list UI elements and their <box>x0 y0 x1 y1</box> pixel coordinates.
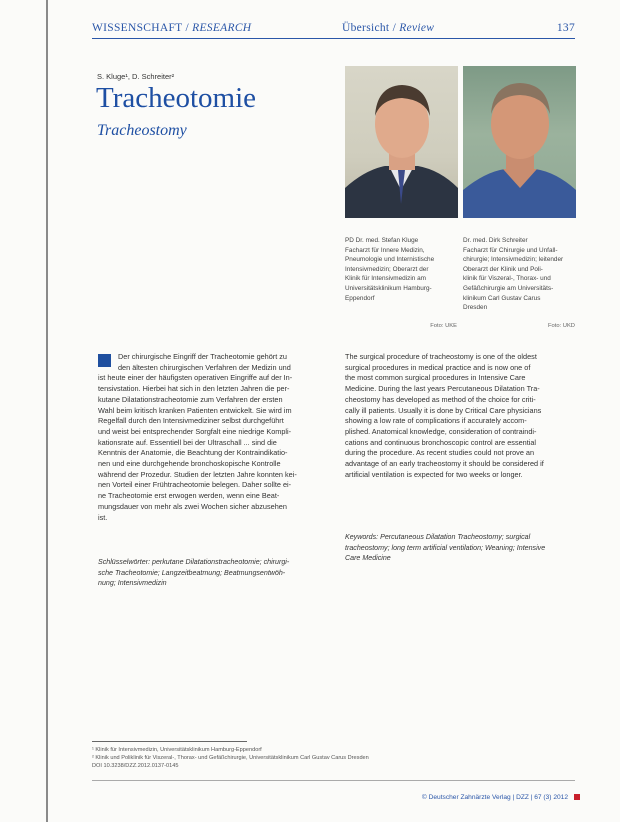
photo-credit: Foto: UKE <box>430 323 457 329</box>
abstract-line: Wahl beim kritisch kranken Patienten entwickelt. Sie wird im <box>98 405 292 415</box>
abstract-line: cheostomy has developed as method of the choice for criti- <box>345 394 536 404</box>
journal-citation: © Deutscher Zahnärzte Verlag | DZZ | 67 (3) 2012 <box>421 794 568 801</box>
journal-marker <box>574 794 580 800</box>
footnote-line: ¹ Klinik für Intensivmedizin, Universitätsklinikum Hamburg-Eppendorf <box>92 747 262 753</box>
author-bio-schreiter <box>463 236 577 329</box>
author-line: S. Kluge¹, D. Schreiter² <box>97 72 175 81</box>
header-rule <box>92 38 575 39</box>
keywords-line: tracheostomy; long term artificial ventilation; Weaning; Intensive <box>345 543 546 552</box>
abstract-english <box>345 352 571 480</box>
footer-rule <box>92 780 575 781</box>
abstract-line: den ältesten chirurgischen Verfahren der Medizin und <box>118 362 291 372</box>
bio-line: Facharzt für Chirurgie und Unfall- <box>463 246 558 254</box>
abstract-line: kationsrate auf. Essentiell bei der Ultraschall ... sind die <box>98 437 277 447</box>
bio-line: Klinik für Intensivmedizin am <box>345 275 426 283</box>
abstract-line: cations and continuous bronchoscopic control are essential <box>345 437 537 447</box>
abstract-line: plished. Anatomical knowledge, consideration of contraindi- <box>345 426 537 436</box>
section-label-italic: RESEARCH <box>192 22 252 34</box>
article-type-main: Übersicht / <box>342 22 400 34</box>
abstract-line: kutane Dilatationstracheotomie zum Verfahren der ersten <box>98 394 283 404</box>
bio-line: Gefäßchirurgie am Universitäts- <box>463 284 554 292</box>
keywords-line: nung; Intensivmedizin <box>98 579 167 587</box>
running-header <box>92 22 575 36</box>
author-bio-kluge <box>345 236 459 329</box>
author-photo-kluge <box>345 66 458 218</box>
article-title: Tracheotomie <box>96 82 257 114</box>
abstract-line: Regelfall durch den Intensivmediziner selbst durchgeführt <box>98 416 284 426</box>
author-photo-schreiter <box>463 66 576 218</box>
abstract-line: nen Vorteil einer Frühtracheotomie belegen. Daher sollte ei- <box>98 480 292 490</box>
abstract-line: nen und eine durchgehende bronchoskopische Kontrolle <box>98 459 281 469</box>
bio-line: Universitätsklinikum Hamburg- <box>345 284 432 292</box>
abstract-line: ist heute einer der häufigsten operativen Eingriffe auf der In- <box>98 373 293 383</box>
photo-credit: Foto: UKD <box>547 323 575 329</box>
page-margin-bar <box>46 0 48 822</box>
bio-line: Oberarzt der Klinik und Poli- <box>463 265 543 273</box>
bio-line: klinikum Carl Gustav Carus <box>463 294 541 302</box>
bio-line: Eppendorf <box>345 294 375 302</box>
bio-line: PD Dr. med. Stefan Kluge <box>345 237 419 244</box>
abstract-line: Kenntnis der Anatomie, die Beachtung der Kontraindikatio- <box>98 448 288 458</box>
footnote-rule <box>92 741 247 742</box>
abstract-line: The surgical procedure of tracheostomy is one of the oldest <box>345 352 537 361</box>
abstract-line: during the procedure. As recent studies could not prove an <box>345 448 535 458</box>
bio-line: Dresden <box>463 304 488 312</box>
bio-line: Dr. med. Dirk Schreiter <box>463 237 528 244</box>
abstract-line: showing a low rate of complications if accurately accom- <box>345 416 527 426</box>
keywords-line: Schlüsselwörter: perkutane Dilatationstracheotomie; chirurgi- <box>98 558 290 566</box>
abstract-line: während der Prozedur. Studien der letzten Jahre konnten kei- <box>98 469 297 479</box>
abstract-line: und weist bei entsprechender Sorgfalt eine niedrige Kompli- <box>98 426 292 436</box>
article-type-italic: Review <box>399 22 435 34</box>
section-label-main: WISSENSCHAFT / <box>92 22 193 34</box>
keywords-line: Keywords: Percutaneous Dilatation Tracheostomy; surgical <box>345 533 531 541</box>
abstract-line: Medicine. During the last years Percutaneous Dilatation Tra- <box>345 384 540 394</box>
abstract-line: Der chirurgische Eingriff der Tracheotomie gehört zu <box>118 352 287 361</box>
article-subtitle: Tracheostomy <box>97 122 187 139</box>
footnote-line: ² Klinik und Poliklinik für Viszeral-, Thorax- und Gefäßchirurgie, Universitätsklinikum Carl Gustav Carus Dresden <box>92 755 369 762</box>
bio-line: Facharzt für Innere Medizin, <box>345 246 425 254</box>
abstract-line: advantage of an early tracheostomy it should be considered if <box>345 459 544 469</box>
article-type-label <box>342 22 434 34</box>
abstract-line: ne Tracheotomie erst erwogen werden, wenn eine Beat- <box>98 491 280 501</box>
abstract-line: surgical procedures in medical practice and is now one of <box>345 362 531 372</box>
abstract-line: cally ill patients. Usually it is done by Critical Care physicians <box>345 405 542 415</box>
abstract-line: tensivstation. Hierbei hat sich in den letzten Jahren die per- <box>98 384 290 394</box>
abstract-line: artificial ventilation is expected for two weeks or longer. <box>345 469 523 479</box>
keywords-line: Care Medicine <box>345 554 391 562</box>
keywords-english <box>345 532 545 564</box>
abstract-line: ist. <box>98 512 108 522</box>
keywords-line: sche Tracheotomie; Langzeitbeatmung; Beatmungsentwöh- <box>98 568 286 577</box>
footnotes <box>92 746 369 771</box>
section-label <box>92 22 251 34</box>
abstract-line: the most common surgical procedures in Intensive Care <box>345 373 526 383</box>
keywords-german <box>98 557 289 589</box>
page-number: 137 <box>556 22 575 34</box>
abstract-line: mungsdauer von mehr als zwei Wochen sicher abzusehen <box>98 501 287 511</box>
bio-line: Intensivmedizin; Oberarzt der <box>345 265 429 273</box>
bio-line: chirurgie; Intensivmedizin; leitender <box>463 256 564 264</box>
abstract-german <box>98 352 320 523</box>
bio-line: klinik für Viszeral-, Thorax- und <box>463 275 551 283</box>
doi-line: DOI 10.3238/DZZ.2012.0137-0145 <box>92 763 179 770</box>
bio-line: Pneumologie und Internistische <box>345 256 435 264</box>
